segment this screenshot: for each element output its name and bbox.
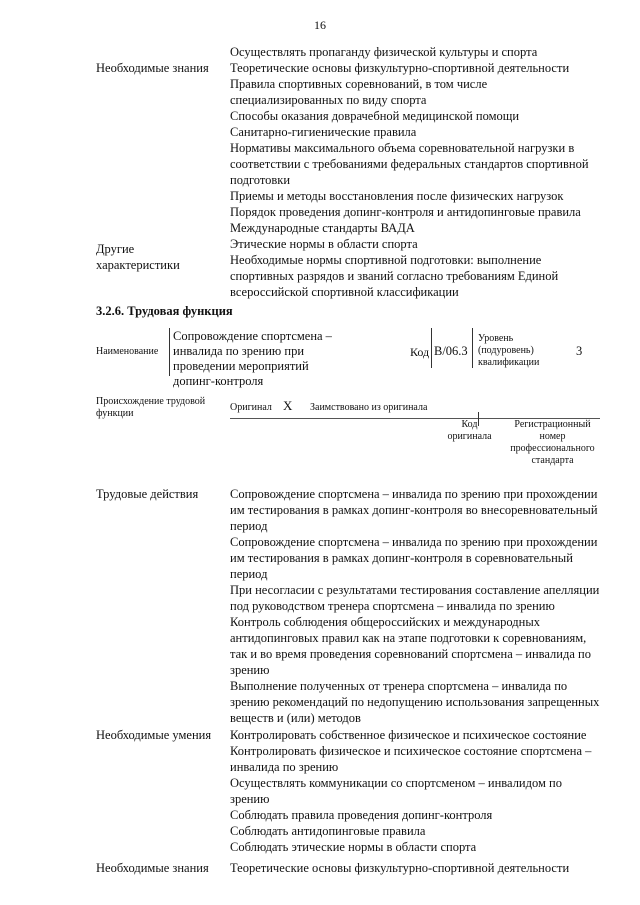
list-item: Контроль соблюдения общероссийских и международных антидопинговых правил как на этапе подготовки к соревнованиям, так и во время проведения соревнований спортсмена – инвалида по зрению bbox=[230, 615, 591, 677]
list-item: Сопровождение спортсмена – инвалида по зрению при прохождении им тестирования в рамках допинг-контроля в соревновательный период bbox=[230, 535, 598, 581]
list-item: Приемы и методы восстановления после физических нагрузок bbox=[230, 189, 564, 203]
original-label: Оригинал bbox=[230, 402, 272, 413]
code-value: B/06.3 bbox=[434, 344, 468, 358]
list-item: Осуществлять коммуникации со спортсменом – инвалидом по зрению bbox=[230, 776, 562, 806]
origin-code-label: Код оригинала bbox=[447, 419, 492, 442]
actions-list bbox=[230, 486, 600, 726]
list-item: Осуществлять пропаганду физической культуры и спорта bbox=[230, 45, 538, 59]
list-item: Нормативы максимального объема соревновательной нагрузки в соответствии с требованиями федеральных стандартов спортивной подготовки bbox=[230, 141, 589, 187]
list-item: Контролировать собственное физическое и психическое состояние bbox=[230, 728, 587, 742]
list-item: Сопровождение спортсмена – инвалида по зрению при прохождении им тестирования в рамках допинг-контроля во внесоревновательный период bbox=[230, 487, 598, 533]
list-item: Необходимые нормы спортивной подготовки: выполнение спортивных разрядов и званий согласно требованиям Единой всероссийской спортивной классификации bbox=[230, 253, 559, 299]
list-item: Выполнение полученных от тренера спортсмена – инвалида по зрению рекомендаций по недопущению использования запрещенных веществ и (или) методов bbox=[230, 679, 600, 725]
knowledge-list-2 bbox=[230, 860, 600, 876]
origin-label: Происхождение трудовой функции bbox=[96, 396, 206, 419]
list-item: При несогласии с результатами тестирования составление апелляции под руководством тренера спортсмена – инвалида по зрению bbox=[230, 583, 600, 613]
knowledge-label-1: Необходимые знания bbox=[96, 61, 209, 75]
list-item: Порядок проведения допинг-контроля и антидопинговые правила bbox=[230, 205, 581, 219]
list-item: Санитарно-гигиенические правила bbox=[230, 125, 417, 139]
original-mark: X bbox=[283, 398, 293, 413]
skills-list bbox=[230, 727, 600, 855]
section-heading: 3.2.6. Трудовая функция bbox=[96, 304, 233, 318]
actions-label: Трудовые действия bbox=[96, 487, 199, 501]
knowledge-label-2: Необходимые знания bbox=[96, 861, 209, 875]
reg-number-label: Регистрационный номер профессионального стандарта bbox=[510, 419, 595, 466]
list-item: Правила спортивных соревнований, в том числе специализированных по виду спорта bbox=[230, 77, 488, 107]
divider bbox=[431, 328, 432, 368]
list-item: Теоретические основы физкультурно-спортивной деятельности bbox=[230, 861, 570, 875]
divider bbox=[169, 328, 170, 376]
other-label: Другие характеристики bbox=[96, 242, 180, 272]
level-value: 3 bbox=[576, 344, 583, 358]
list-item: Соблюдать этические нормы в области спорта bbox=[230, 840, 477, 854]
borrowed-label: Заимствовано из оригинала bbox=[310, 402, 428, 413]
list-item: Контролировать физическое и психическое состояние спортсмена – инвалида по зрению bbox=[230, 744, 592, 774]
divider bbox=[472, 328, 473, 368]
name-label: Наименование bbox=[96, 346, 159, 357]
page-number: 16 bbox=[314, 18, 326, 32]
list-item: Международные стандарты ВАДА bbox=[230, 221, 415, 235]
code-label: Код bbox=[410, 345, 430, 359]
function-name: Сопровождение спортсмена – инвалида по зрению при проведении мероприятий допинг-контроля bbox=[173, 329, 332, 388]
list-item: Соблюдать антидопинговые правила bbox=[230, 824, 426, 838]
list-item: Соблюдать правила проведения допинг-контроля bbox=[230, 808, 493, 822]
knowledge-list-1 bbox=[230, 44, 600, 300]
skills-label: Необходимые умения bbox=[96, 728, 212, 742]
list-item: Этические нормы в области спорта bbox=[230, 237, 418, 251]
list-item: Способы оказания доврачебной медицинской помощи bbox=[230, 109, 520, 123]
list-item: Теоретические основы физкультурно-спортивной деятельности bbox=[230, 61, 570, 75]
level-label: Уровень (подуровень) квалификации bbox=[478, 333, 540, 368]
